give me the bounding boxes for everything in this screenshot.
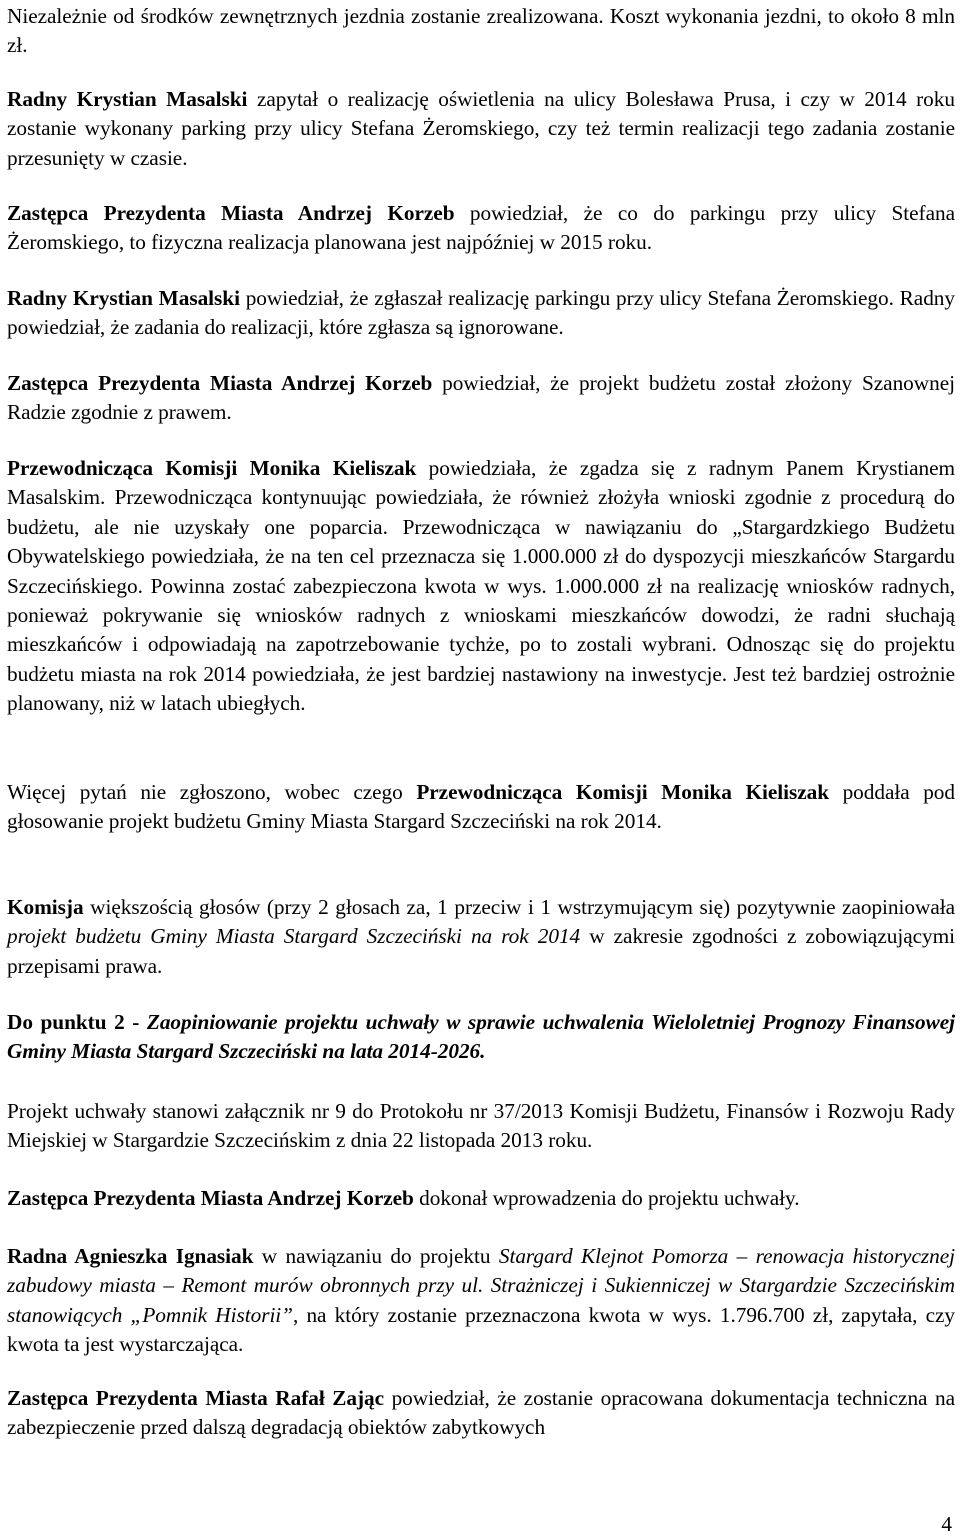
paragraph-text: w zakresie zgodności z zobowiązującymi przepisami prawa. [7, 924, 955, 978]
paragraph-text: dokonał wprowadzenia do projektu uchwały. [413, 1186, 800, 1210]
speaker-name: Zastępca Prezydenta Miasta Andrzej Korzeb [7, 1186, 414, 1210]
paragraph-kieliszak-statement [7, 454, 955, 719]
emphasis-text: projekt budżetu Gminy Miasta Stargard Szczeciński na rok 2014 [7, 924, 581, 949]
paragraph-text: Niezależnie od środków zewnętrznych jezdnia zostanie zrealizowana. Koszt wykonania jezdni, to około 8 mln zł. [7, 4, 955, 58]
speaker-name: Zastępca Prezydenta Miasta Rafał Zając [7, 1386, 385, 1410]
paragraph-point-2-heading [7, 1008, 955, 1067]
paragraph-road-cost [7, 2, 955, 61]
paragraph-resolution-attachment [7, 1097, 955, 1156]
speaker-name: Komisja [7, 895, 84, 919]
speaker-name: Radny Krystian Masalski [7, 87, 248, 111]
paragraph-korzeb-budget [7, 369, 955, 428]
speaker-name: Przewodnicząca Komisji Monika Kieliszak [416, 780, 830, 804]
paragraph-ignasiak-question [7, 1242, 955, 1360]
page-number: 4 [941, 1512, 952, 1536]
speaker-name: Radny Krystian Masalski [7, 286, 240, 310]
paragraph-text: Więcej pytań nie zgłoszono, wobec czego [7, 780, 417, 804]
paragraph-korzeb-parking [7, 199, 955, 258]
speaker-name: Radna Agnieszka Ignasiak [7, 1244, 254, 1268]
paragraph-masalski-question [7, 85, 955, 173]
paragraph-text: większością głosów (przy 2 głosach za, 1 przeciw i 1 wstrzymującym się) pozytywnie zaopiniowała [83, 895, 955, 919]
paragraph-korzeb-introduction [7, 1184, 955, 1213]
speaker-name: Przewodnicząca Komisji Monika Kieliszak [7, 456, 417, 480]
paragraph-text: zapytał o realizację oświetlenia na ulicy Bolesława Prusa, i czy w 2014 roku zostanie wykonany parking przy ulicy Stefana Żeromskiego, czy też termin realizacji tego zadania zostanie przesunięty w czasie. [7, 87, 955, 170]
emphasis-text: Zaopiniowanie projektu uchwały w sprawie uchwalenia Wieloletniej Prognozy Finansowej Gminy Miasta Stargard Szczeciński na lata 2014-2026. [7, 1010, 955, 1064]
paragraph-masalski-reply [7, 284, 955, 343]
speaker-name: Zastępca Prezydenta Miasta Andrzej Korzeb [7, 201, 455, 225]
paragraph-text: Projekt uchwały stanowi załącznik nr 9 do Protokołu nr 37/2013 Komisji Budżetu, Finansów i Rozwoju Rady Miejskiej w Stargardzie Szczecińskim z dnia 22 listopada 2013 roku. [7, 1099, 955, 1153]
speaker-name: Do punktu 2 - [7, 1010, 147, 1034]
paragraph-text: poddała pod głosowanie projekt budżetu Gminy Miasta Stargard Szczeciński na rok 2014. [7, 780, 955, 834]
paragraph-commission-opinion [7, 893, 955, 981]
emphasis-text: Stargard Klejnot Pomorza – renowacja historycznej zabudowy miasta – Remont murów obronnych przy ul. Strażniczej i Sukienniczej w Stargardzie Szczecińskim stanowiących „Pomnik Historii” [7, 1244, 955, 1327]
paragraph-zajac-reply [7, 1384, 955, 1443]
speaker-name: Zastępca Prezydenta Miasta Andrzej Korzeb [7, 371, 433, 395]
paragraph-text: powiedziała, że zgadza się z radnym Panem Krystianem Masalskim. Przewodnicząca kontynuując powiedziała, że również złożyła wnioski zgodnie z procedurą do budżetu, ale nie uzyskały one poparcia. Przewodnicząca w nawiązaniu do „Stargardzkiego Budżetu Obywatelskiego powiedziała, że na ten cel przeznacza się 1.000.000 zł do dyspozycji mieszkańców Stargardu Szczecińskiego. Powinna zostać zabezpieczona kwota w wys. 1.000.000 zł na realizację wniosków radnych, ponieważ pokrywanie się wniosków radnych z wnioskami mieszkańców dowodzi, że radni słuchają mieszkańców i odpowiadają na zapotrzebowanie tychże, po to zostali wybrani. Odnosząc się do projektu budżetu miasta na rok 2014 powiedziała, że jest bardziej nastawiony na inwestycje. Jest też bardziej ostrożnie planowany, niż w latach ubiegłych. [7, 456, 955, 716]
paragraph-text: powiedział, że zgłaszał realizację parkingu przy ulicy Stefana Żeromskiego. Radny powiedział, że zadania do realizacji, które zgłasza są ignorowane. [7, 286, 955, 340]
paragraph-text: powiedział, że zostanie opracowana dokumentacja techniczna na zabezpieczenie przed dalszą degradacją obiektów zabytkowych [7, 1386, 955, 1440]
paragraph-vote-call [7, 778, 955, 837]
paragraph-text: , na który zostanie przeznaczona kwota w wys. 1.796.700 zł, zapytała, czy kwota ta jest wystarczająca. [7, 1302, 955, 1357]
paragraph-text: w nawiązaniu do projektu [253, 1244, 499, 1268]
paragraph-text: powiedział, że co do parkingu przy ulicy Stefana Żeromskiego, to fizyczna realizacja planowana jest najpóźniej w 2015 roku. [7, 201, 955, 255]
paragraph-text: powiedział, że projekt budżetu został złożony Szanownej Radzie zgodnie z prawem. [7, 371, 955, 425]
